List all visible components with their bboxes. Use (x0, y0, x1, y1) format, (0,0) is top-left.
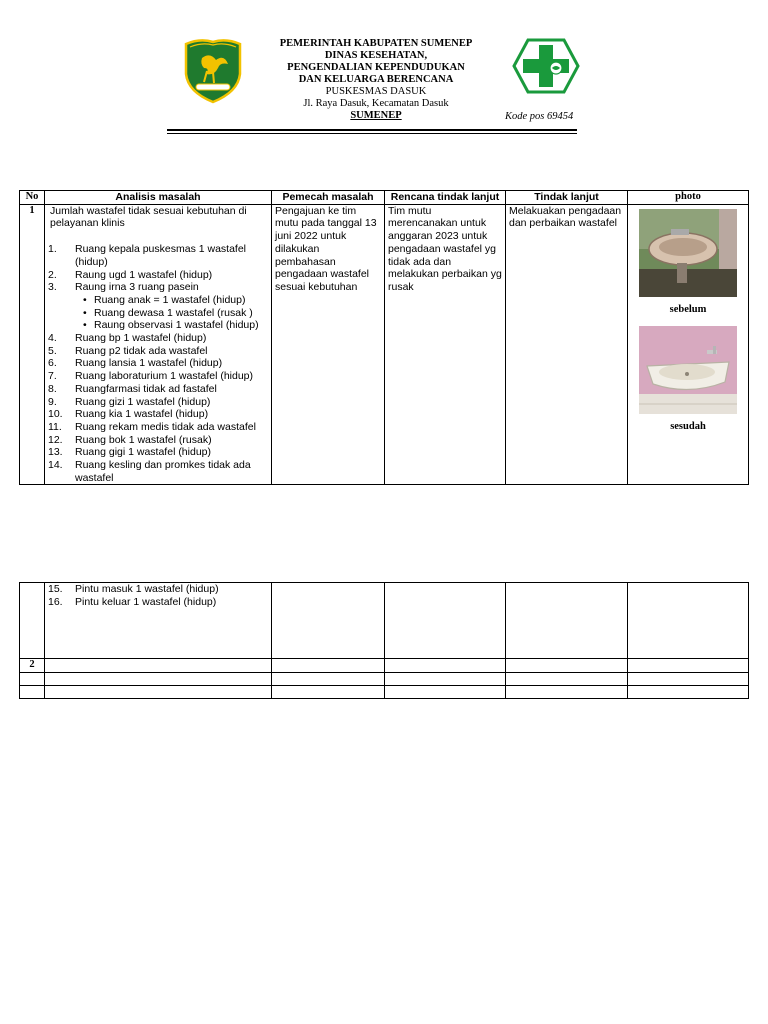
empty-cell (628, 672, 749, 685)
list-item: 13. Ruang gigi 1 wastafel (hidup) (48, 446, 211, 459)
table-header-row (20, 191, 749, 205)
empty-cell (272, 659, 385, 673)
empty-cell (45, 672, 272, 685)
pemecah-cell: Pengajuan ke tim mutu pada tanggal 13 juni 2022 untuk dilakukan pembahasan pengadaan wastafel sesuai kebutuhan (272, 204, 385, 485)
room-list (48, 243, 268, 484)
empty-cell (385, 685, 506, 698)
photo-cell (628, 583, 749, 659)
list-item: 1. Ruang kepala puskesmas 1 wastafel (hidup) (48, 243, 247, 268)
list-item: • Ruang dewasa 1 wastafel (rusak ) (83, 307, 268, 320)
row-number (20, 583, 45, 659)
letterhead-rule-thick (167, 129, 577, 131)
list-item: 3. Raung irna 3 ruang pasein • Ruang anak = 1 wastafel (hidup) • Ruang dewasa 1 wastafel (rusak ) • Raung observasi 1 wastafel (hidup) (48, 281, 268, 332)
letterhead-rule-thin (167, 133, 577, 134)
room-list-continued (48, 583, 268, 608)
empty-cell (628, 659, 749, 673)
header-photo: photo (628, 191, 749, 205)
list-item: 2. Raung ugd 1 wastafel (hidup) (48, 268, 213, 281)
list-item: 9. Ruang gizi 1 wastafel (hidup) (48, 395, 211, 408)
header-rencana: Rencana tindak lanjut (385, 191, 506, 205)
puskesmas-cross-logo-icon (512, 38, 580, 94)
empty-cell (506, 672, 628, 685)
table-row (20, 672, 749, 685)
list-item: 4. Ruang bp 1 wastafel (hidup) (48, 332, 207, 345)
header-analisis: Analisis masalah (45, 191, 272, 205)
empty-cell (385, 659, 506, 673)
analisis-cell (45, 204, 272, 485)
letterhead-line-city: SUMENEP (350, 110, 402, 121)
list-item: • Ruang anak = 1 wastafel (hidup) (83, 294, 268, 307)
row-number: 2 (20, 659, 45, 673)
empty-cell (45, 685, 272, 698)
rencana-cell (385, 583, 506, 659)
problem-analysis-table (19, 190, 749, 485)
table-row (20, 659, 749, 673)
sink-before-photo (639, 209, 737, 297)
header-tindak: Tindak lanjut (506, 191, 628, 205)
empty-cell (20, 685, 45, 698)
empty-cell (272, 672, 385, 685)
letterhead-line-puskesmas: PUSKESMAS DASUK (325, 86, 427, 97)
empty-cell (20, 672, 45, 685)
analisis-cell (45, 583, 272, 659)
list-item: 15. Pintu masuk 1 wastafel (hidup) (48, 583, 219, 595)
list-item: • Raung observasi 1 wastafel (hidup) (83, 319, 268, 332)
list-item: 5. Ruang p2 tidak ada wastafel (48, 344, 208, 357)
rencana-cell: Tim mutu merencanakan untuk anggaran 2023 untuk pengadaan wastafel yg tidak ada dan melakukan perbaikan yg rusak (385, 204, 506, 485)
list-item: 10. Ruang kia 1 wastafel (hidup) (48, 408, 209, 421)
photo-cell (628, 204, 749, 485)
empty-cell (506, 685, 628, 698)
list-item: 11. Ruang rekam medis tidak ada wastafel (48, 420, 256, 433)
sink-after-photo (639, 326, 737, 414)
regency-shield-emblem-icon (180, 38, 246, 104)
table-row (20, 583, 749, 659)
letterhead-line-pengendalian: PENGENDALIAN KEPENDUDUKAN (287, 62, 465, 73)
list-item: 6. Ruang lansia 1 wastafel (hidup) (48, 357, 223, 370)
list-item: 16. Pintu keluar 1 wastafel (hidup) (48, 595, 217, 608)
letterhead-line-address: Jl. Raya Dasuk, Kecamatan Dasuk (303, 98, 449, 109)
list-item: 14. Ruang kesling dan promkes tidak ada wastafel (48, 459, 251, 484)
list-item: 8. Ruangfarmasi tidak ad fastafel (48, 382, 217, 395)
pemecah-cell (272, 583, 385, 659)
empty-cell (506, 659, 628, 673)
letterhead-line-government: PEMERINTAH KABUPATEN SUMENEP (279, 38, 473, 49)
photo-after-caption: sesudah (670, 421, 706, 433)
letterhead-text (262, 38, 490, 122)
photo-before-caption: sebelum (669, 303, 707, 315)
irna-sublist (75, 294, 268, 332)
table-row (20, 204, 749, 485)
tindak-cell (506, 583, 628, 659)
header-no: No (20, 191, 45, 205)
list-item: 7. Ruang laboraturium 1 wastafel (hidup) (48, 370, 254, 383)
list-item: 12. Ruang bok 1 wastafel (rusak) (48, 433, 212, 446)
empty-cell (385, 672, 506, 685)
letterhead-line-dinas: DINAS KESEHATAN, (324, 50, 428, 61)
table-row (20, 685, 749, 698)
empty-cell (628, 685, 749, 698)
row-number: 1 (20, 204, 45, 485)
empty-cell (45, 659, 272, 673)
tindak-cell: Melakuakan pengadaan dan perbaikan wastafel (506, 204, 628, 485)
empty-cell (272, 685, 385, 698)
letterhead-line-kb: DAN KELUARGA BERENCANA (298, 74, 454, 85)
header-pemecah: Pemecah masalah (272, 191, 385, 205)
postal-code: Kode pos 69454 (505, 111, 574, 122)
continued-table (19, 582, 749, 699)
analisis-intro: Jumlah wastafel tidak sesuai kebutuhan di pelayanan klinis (50, 204, 247, 230)
